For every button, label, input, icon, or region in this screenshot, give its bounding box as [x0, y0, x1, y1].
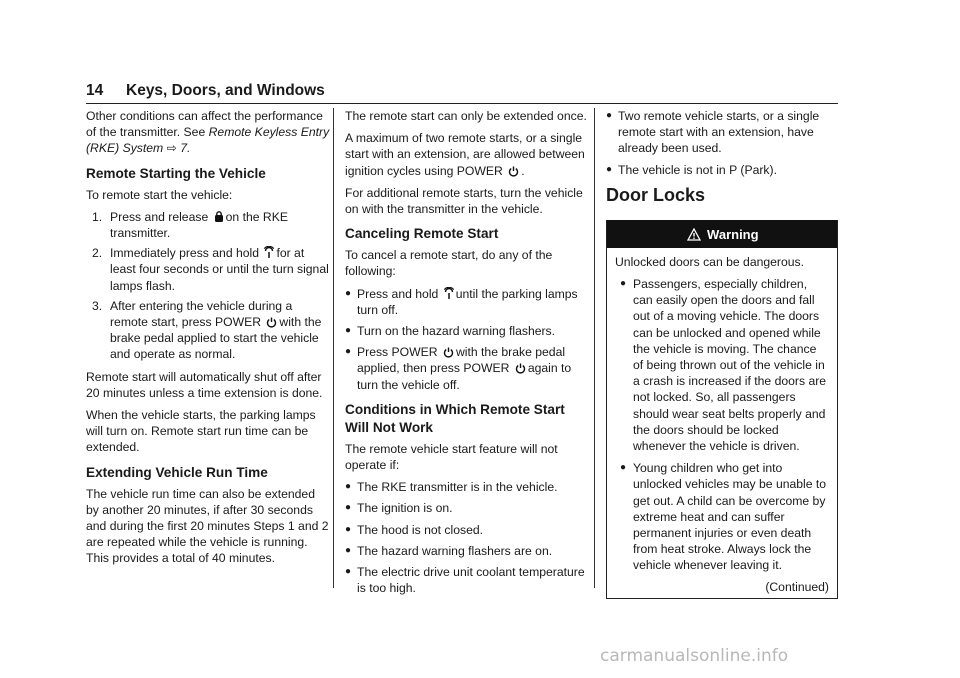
list-item: ● The hazard warning flashers are on. — [345, 543, 553, 558]
bullet-dot-icon: ● — [345, 325, 352, 337]
rke-link[interactable]: Remote Keyless Entry (RKE) System — [86, 125, 330, 156]
remote-start-steps — [86, 209, 330, 363]
page-number: 14 — [86, 82, 104, 99]
header-rule — [86, 103, 838, 104]
bullet-dot-icon: ● — [345, 544, 352, 556]
remote-start-icon — [444, 287, 454, 300]
cancel-list — [345, 286, 589, 393]
list-item: ● The RKE transmitter is in the vehicle. — [345, 480, 558, 495]
auto-shutoff-paragraph: Remote start will automatically shut off after 20 minutes unless a time extension is done. — [86, 369, 323, 400]
power-icon — [443, 347, 454, 358]
list-item: ● The electric drive unit coolant temperature is too high. — [345, 565, 585, 596]
parking-lamps-paragraph: When the vehicle starts, the parking lamps will turn on. Remote start run time can be extended. — [86, 408, 316, 455]
warning-box — [606, 220, 838, 599]
warning-triangle-icon — [687, 228, 701, 241]
column-2 — [345, 108, 589, 601]
additional-starts-paragraph: For additional remote starts, turn the vehicle on with the transmitter in the vehicle. — [345, 185, 583, 217]
page-header — [86, 83, 838, 99]
warning-intro: Unlocked doors can be dangerous. — [615, 254, 805, 269]
continued-label: (Continued) — [765, 579, 829, 594]
list-item: ● Turn on the hazard warning flashers. — [345, 324, 556, 339]
step-1: 1. Press and release on the RKE transmitter. — [92, 209, 288, 241]
lock-key-icon — [214, 211, 224, 223]
bullet-dot-icon: ● — [345, 523, 352, 535]
page-ref[interactable]: 7. — [180, 141, 191, 156]
power-icon — [508, 166, 519, 177]
remote-start-intro: To remote start the vehicle: — [86, 187, 233, 202]
column-divider-1 — [333, 108, 334, 588]
bullet-dot-icon: ● — [620, 278, 627, 290]
heading-conditions: Conditions in Which Remote Start Will Not Work — [345, 401, 565, 435]
section-title: Keys, Doors, and Windows — [126, 82, 325, 99]
heading-canceling: Canceling Remote Start — [345, 226, 499, 242]
heading-remote-starting: Remote Starting the Vehicle — [86, 165, 266, 181]
list-item: ● The hood is not closed. — [345, 522, 484, 537]
conditions-list-continued — [606, 108, 838, 178]
column-3 — [606, 108, 838, 599]
bullet-dot-icon: ● — [620, 462, 627, 474]
heading-door-locks: Door Locks — [606, 184, 706, 205]
step-3: 3. After entering the vehicle during a remote start, press POWER with the brake pedal applied to start the vehicle and operate as normal. — [92, 298, 322, 362]
conditions-intro: The remote vehicle start feature will not operate if: — [345, 441, 558, 473]
column-1 — [86, 108, 330, 573]
step-2: 2. Immediately press and hold for at least four seconds or until the turn signal lamps flash. — [92, 246, 329, 293]
list-item: ● The ignition is on. — [345, 501, 453, 516]
intro-paragraph: Other conditions can affect the performance of the transmitter. See Remote Keyless Entry (RKE) System ⇨ 7. — [86, 109, 330, 156]
bullet-dot-icon: ● — [606, 110, 613, 121]
max-starts-paragraph: A maximum of two remote starts, or a single start with an extension, are allowed between ignition cycles using POWER . — [345, 131, 585, 178]
conditions-list — [345, 479, 589, 596]
list-item: ● Press POWER with the brake pedal applied, then press POWER again to turn the vehicle off. — [345, 345, 572, 392]
watermark: carmanualsonline.info — [600, 646, 789, 666]
bullet-dot-icon: ● — [345, 287, 352, 299]
remote-start-icon — [264, 246, 274, 259]
warning-body — [607, 248, 837, 598]
page-ref-icon: ⇨ — [166, 141, 177, 156]
list-item: ● Passengers, especially children, can easily open the doors and fall out of a moving vehicle. The doors can be unlocked and opened while the vehicle is moving. The chance of being thrown out of the vehicle in a crash is increased if the doors are not locked. So, all passengers should wear seat belts properly and the doors should be locked whenever the vehicle is driven. — [620, 277, 827, 454]
list-item: ● Press and hold until the parking lamps turn off. — [345, 286, 578, 317]
bullet-dot-icon: ● — [345, 502, 352, 514]
power-icon — [266, 317, 277, 328]
power-icon — [515, 363, 526, 374]
list-item: ● The vehicle is not in P (Park). — [606, 162, 777, 177]
bullet-dot-icon: ● — [345, 481, 352, 493]
list-item: ● Young children who get into unlocked vehicles may be unable to get out. A child can be overcome by extreme heat and can suffer permanent injuries or even death from heat stroke. Always lock the vehicle whenever leaving it. — [620, 461, 827, 573]
cancel-intro: To cancel a remote start, do any of the following: — [345, 248, 553, 279]
bullet-dot-icon: ● — [345, 566, 352, 578]
list-item: ● Two remote vehicle starts, or a single remote start with an extension, have already been used. — [606, 109, 820, 156]
warning-header — [607, 220, 837, 248]
extending-paragraph: The vehicle run time can also be extended by another 20 minutes, if after 30 seconds and during the first 20 minutes Steps 1 and 2 are repeated while the vehicle is running. This provides a total of 40 minutes. — [86, 486, 329, 566]
heading-extending-run-time: Extending Vehicle Run Time — [86, 464, 268, 480]
column-divider-2 — [594, 108, 595, 588]
warning-title: Warning — [707, 226, 759, 242]
bullet-dot-icon: ● — [345, 346, 352, 358]
bullet-dot-icon: ● — [606, 163, 613, 175]
extended-once-paragraph: The remote start can only be extended once. — [345, 109, 587, 123]
warning-list — [615, 276, 829, 574]
